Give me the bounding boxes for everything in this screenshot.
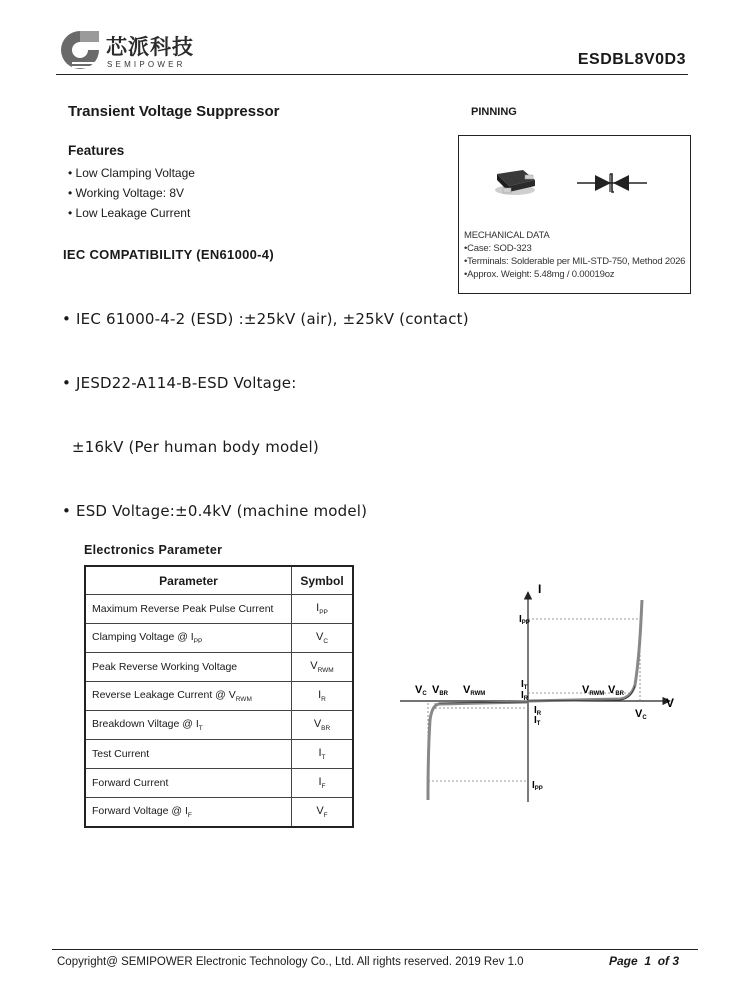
symbol-cell: $I_F$ [292, 769, 354, 798]
header-divider [56, 74, 688, 75]
table-row [85, 624, 353, 653]
table-row [85, 740, 353, 769]
iv-characteristic-diagram [395, 580, 685, 812]
brand-english-name: SEMIPOWER [107, 60, 186, 69]
parameter-cell: Breakdown Viltage @ $I_T$ [85, 711, 292, 740]
parameter-cell: Maximum Reverse Peak Pulse Current [85, 595, 292, 624]
feature-item: • Low Leakage Current [68, 206, 191, 220]
ipp-top-label: $I_{PP}$ [519, 614, 530, 626]
page-title: Transient Voltage Suppressor [68, 103, 280, 120]
table-row [85, 595, 353, 624]
feature-item: • Working Voltage: 8V [68, 186, 185, 200]
brand-chinese-name: 芯派科技 [106, 35, 194, 59]
axis-i-label: I [538, 582, 542, 596]
semipower-logo-icon [58, 28, 102, 72]
mechanical-heading: MECHANICAL DATA [464, 230, 550, 241]
vrwm-right-label: VRWM [582, 684, 605, 697]
vc-left-label: VC [415, 684, 427, 697]
axis-v-label: V [666, 696, 675, 710]
parameter-cell: Forward Voltage @ $I_F$ [85, 798, 292, 828]
table-header-row [85, 566, 353, 595]
table-row [85, 769, 353, 798]
col-symbol: Symbol [292, 566, 354, 595]
page-number: Page 1 of 3 [609, 954, 680, 968]
symbol-cell: $V_{RWM}$ [292, 653, 354, 682]
col-parameter: Parameter [85, 566, 292, 595]
parameter-cell: Peak Reverse Working Voltage [85, 653, 292, 682]
symbol-cell: $I_T$ [292, 740, 354, 769]
iec-heading: IEC COMPATIBILITY (EN61000-4) [63, 247, 274, 262]
mechanical-data [464, 229, 690, 281]
parameter-cell: Reverse Leakage Current @ $V_{RWM}$ [85, 682, 292, 711]
ipp-bottom-label: $I_{PP}$ [532, 780, 543, 792]
iec-item: ±16kV (Per human body model) [62, 438, 319, 456]
symbol-cell: $V_F$ [292, 798, 354, 828]
bidirectional-tvs-symbol-icon [577, 170, 647, 196]
it-bottom-label: $I_T$ [534, 715, 541, 727]
parameter-cell: Forward Current [85, 769, 292, 798]
parameter-cell: Test Current [85, 740, 292, 769]
part-number: ESDBL8V0D3 [577, 51, 686, 68]
iv-curve-reverse [428, 702, 528, 800]
vrwm-left-label: VRWM [463, 684, 486, 697]
vc-right-label: VC [635, 708, 647, 721]
feature-item: • Low Clamping Voltage [68, 166, 195, 180]
mechanical-item: •Approx. Weight: 5.48mg / 0.00019oz [464, 269, 615, 280]
features-heading: Features [68, 143, 125, 158]
vbr-right-label: VBR [608, 684, 625, 697]
pinning-label: PINNING [471, 106, 517, 118]
company-logo [58, 28, 203, 72]
footer-divider [52, 949, 698, 950]
parameter-cell: Clamping Voltage @ $I_{PP}$ [85, 624, 292, 653]
table-row [85, 653, 353, 682]
symbol-cell: $V_C$ [292, 624, 354, 653]
iec-item: • IEC 61000-4-2 (ESD) :±25kV (air), ±25kV (contact) [62, 310, 469, 328]
table-row [85, 682, 353, 711]
iec-list [62, 269, 469, 543]
vbr-left-label: VBR [432, 684, 449, 697]
it-top-label: $I_T$ [521, 679, 528, 691]
mechanical-item: •Case: SOD-323 [464, 243, 532, 254]
ir-top-label: $I_R$ [521, 690, 529, 702]
copyright-text: Copyright@ SEMIPOWER Electronic Technology Co., Ltd. All rights reserved. 2019 Rev 1.0 [57, 956, 524, 968]
symbol-cell: $I_R$ [292, 682, 354, 711]
parameter-table [84, 565, 354, 828]
iec-item: • ESD Voltage:±0.4kV (machine model) [62, 502, 368, 520]
mechanical-item: •Terminals: Solderable per MIL-STD-750, Method 2026 [464, 256, 686, 267]
symbol-cell: $V_{BR}$ [292, 711, 354, 740]
iec-item: • JESD22-A114-B-ESD Voltage: [62, 374, 297, 392]
sod323-package-icon [489, 158, 549, 208]
table-row [85, 711, 353, 740]
symbol-cell: $I_{PP}$ [292, 595, 354, 624]
table-row [85, 798, 353, 828]
features-list [68, 163, 195, 223]
electronics-heading: Electronics Parameter [84, 543, 223, 557]
ir-bottom-label: $I_R$ [534, 705, 542, 717]
pinning-box [458, 135, 691, 294]
